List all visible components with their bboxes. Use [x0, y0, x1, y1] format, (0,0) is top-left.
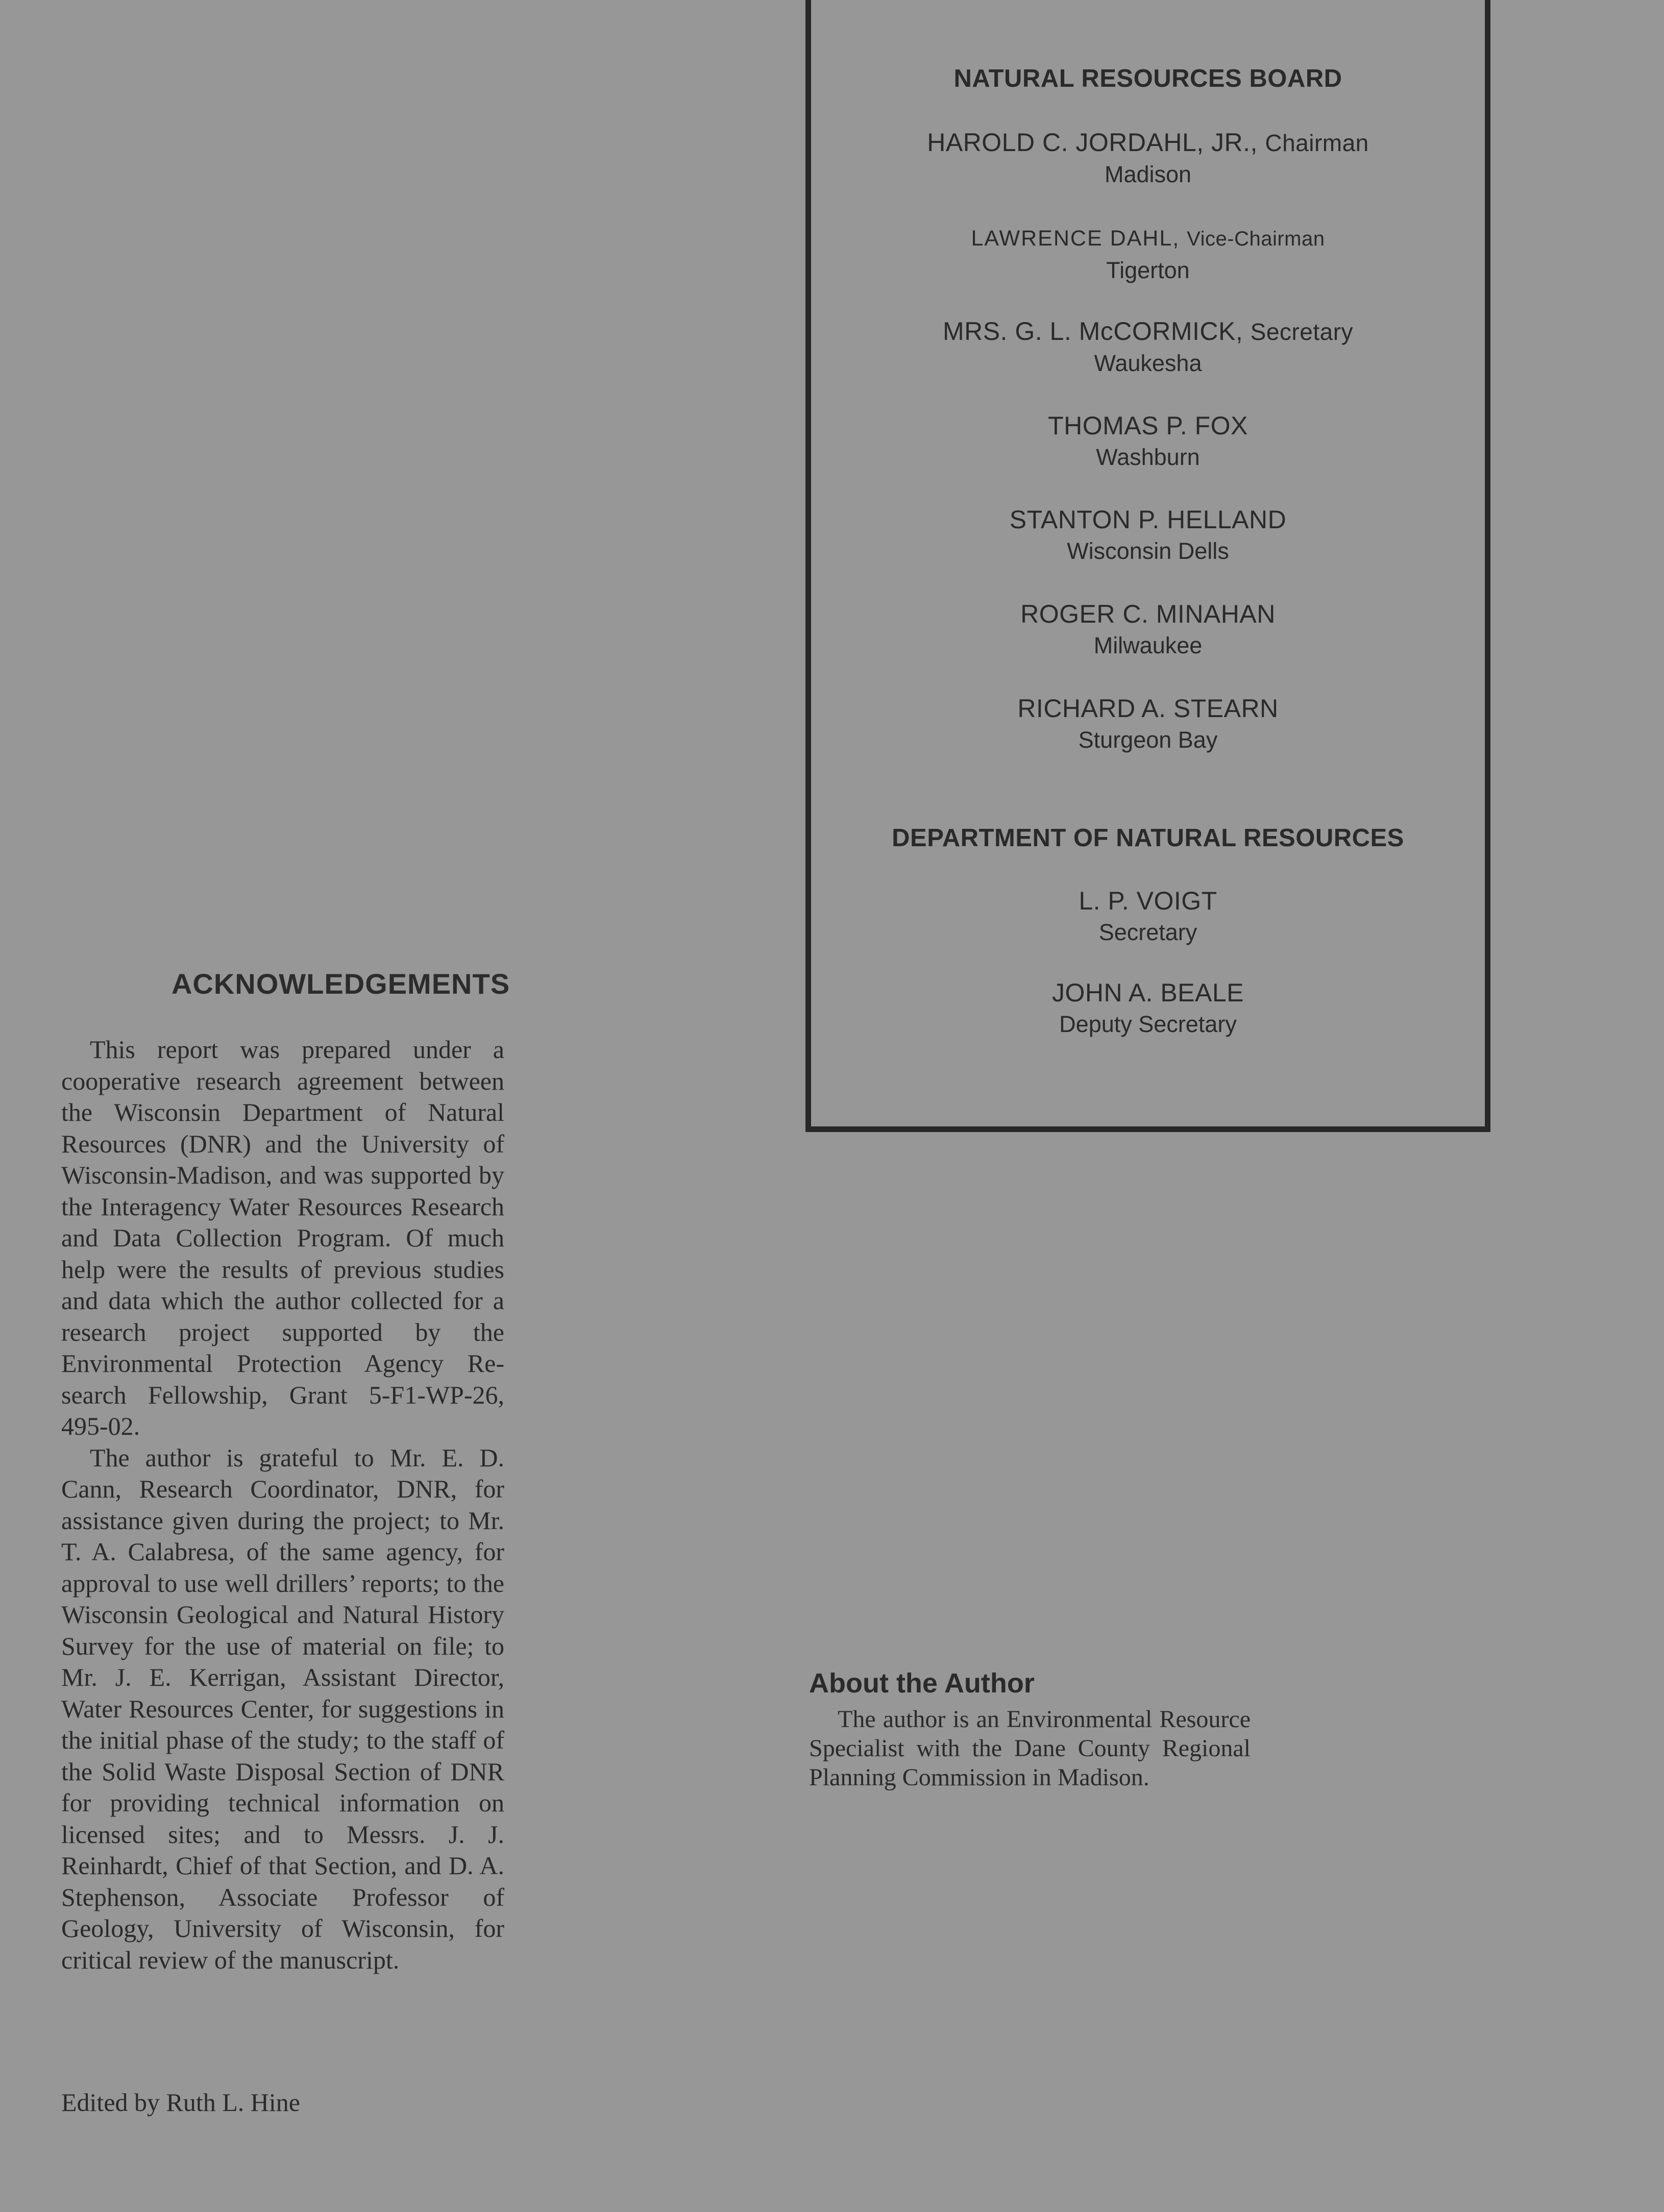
board-member: [811, 598, 1485, 661]
member-name: THOMAS P. FOX: [1048, 411, 1248, 440]
board-member: [811, 223, 1485, 286]
board-member: [811, 410, 1485, 473]
board-member: [811, 127, 1485, 190]
board-member: [811, 693, 1485, 756]
officer-title: Deputy Secretary: [1059, 1011, 1237, 1037]
member-place: Wisconsin Dells: [1067, 538, 1229, 564]
member-name: ROGER C. MINAHAN: [1020, 600, 1276, 628]
department-officer: [811, 977, 1485, 1040]
acknowledgements-title: ACKNOWLEDGEMENTS: [171, 968, 510, 1000]
board-member: [811, 504, 1485, 567]
member-name: MRS. G. L. McCORMICK,: [942, 317, 1243, 346]
member-place: Milwaukee: [1093, 632, 1203, 658]
edited-by: Edited by Ruth L. Hine: [61, 2088, 300, 2117]
member-role: Secretary: [1250, 318, 1354, 345]
officer-name: JOHN A. BEALE: [1051, 978, 1244, 1007]
acknowledgements-paragraph: The author is grateful to Mr. E. D. Cann, Research Coordinator, DNR, for assistance given during the project; to Mr. T. A. Calabresa, of the same agency, for approval to use well drillers’ reports; to the Wisconsin Geological and Natural History Survey for the use of material on file; to Mr. J. E. Kerrigan, Assistant Director, Water Resources Center, for suggestions in the initial phase of the study; to the staff of the Solid Waste Disposal Section of DNR for providing technical information on licensed sites; and to Messrs. J. J. Reinhardt, Chief of that Section, and D. A. Stephenson, Associate Professor of Geology, University of Wisconsin, for critical review of the manuscript.: [61, 1443, 504, 1974]
department-officer: [811, 885, 1485, 948]
about-author-title: About the Author: [809, 1668, 1035, 1699]
board-heading: NATURAL RESOURCES BOARD: [953, 65, 1342, 92]
member-role: Vice-Chairman: [1187, 228, 1325, 250]
member-place: Sturgeon Bay: [1078, 727, 1218, 753]
acknowledgements-body: [61, 1034, 504, 1976]
board-member: [811, 315, 1485, 379]
officer-name: L. P. VOIGT: [1079, 887, 1217, 915]
member-name: RICHARD A. STEARN: [1017, 694, 1279, 723]
member-name: STANTON P. HELLAND: [1009, 505, 1287, 534]
department-heading: DEPARTMENT OF NATURAL RESOURCES: [892, 824, 1404, 852]
about-author-body: [809, 1705, 1251, 1792]
member-place: Waukesha: [1094, 350, 1202, 376]
member-name: LAWRENCE DAHL,: [971, 226, 1180, 251]
member-place: Tigerton: [1106, 257, 1190, 283]
officer-title: Secretary: [1098, 919, 1197, 945]
member-name: HAROLD C. JORDAHL, JR.,: [927, 128, 1258, 157]
board-box: [805, 0, 1490, 1132]
about-author-text: The author is an Environmental Resource Specialist with the Dane County Regional Planning Commission in Madison.: [809, 1706, 1251, 1791]
member-place: Washburn: [1096, 444, 1200, 470]
acknowledgements-paragraph: This report was prepared under a cooperative research agreement between the Wisconsin Department of Natural Resources (DNR) and the University of Wisconsin-Madison, and was supported by the Interagency Water Resources Research and Data Collection Program. Of much help were the results of previous studies and data which the author collected for a research project supported by the Environmental Protection Agency Research Fellowship, Grant 5-F1-WP-26, 495-02.: [61, 1035, 504, 1440]
member-place: Madison: [1104, 161, 1192, 187]
member-role: Chairman: [1265, 130, 1369, 156]
